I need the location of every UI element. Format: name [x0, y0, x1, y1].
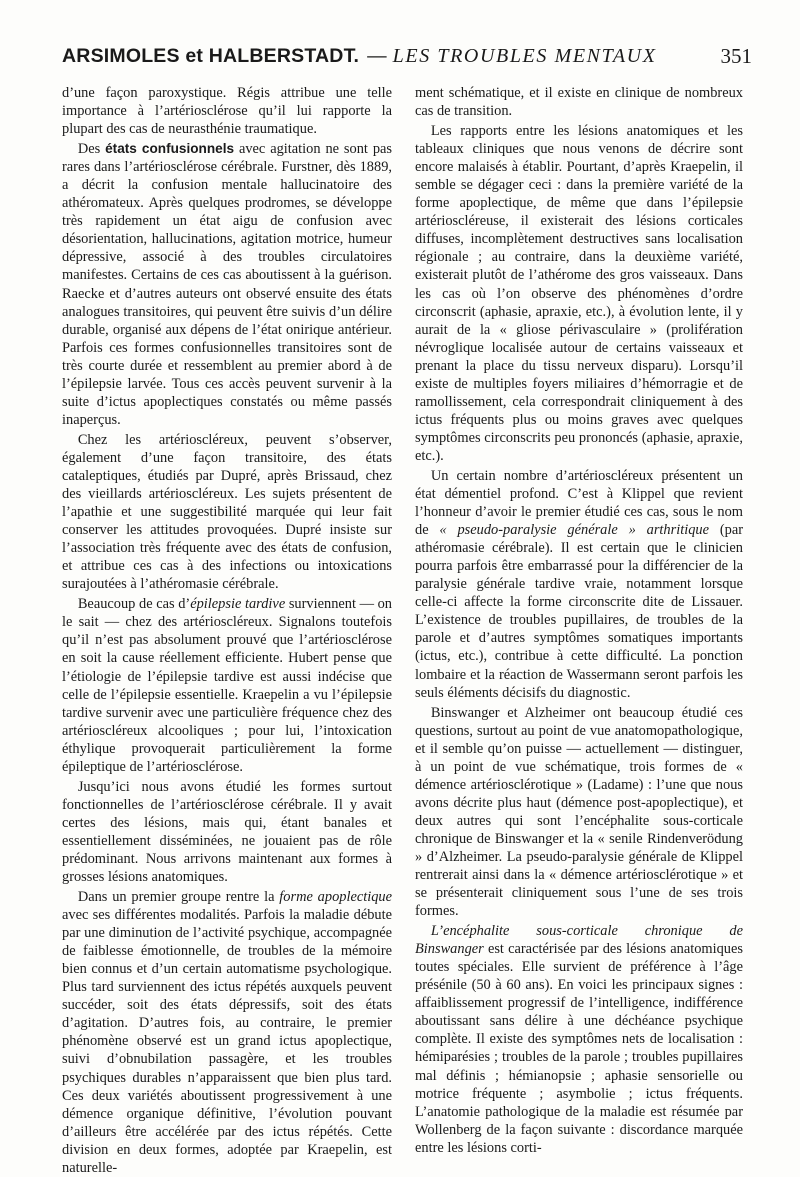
- left-paragraph-2: [62, 140, 392, 429]
- term-forme-apoplectique: forme apoplectique: [279, 889, 393, 906]
- term-epilepsie-tardive: épilepsie tardive: [190, 596, 286, 613]
- left-p6-body: avec ses différentes modalités. Parfois la maladie débute par une diminution de l’activité psychique, accompagnée de faiblesse émotionnelle, de troubles de la mémoire bien connus et d’un certain automatisme psychologique. Plus tard surviennent des ictus répétés auxquels peuvent succéder, soit des états dépressifs, soit des états d’agitation. D’autres fois, au contraire, le premier phénomène observé est un grand ictus apoplectique, suivi d’obnubilation passagère, et les troubles psychiques durables n’apparaissent que bien plus tard. Ces deux variétés aboutissent progressivement à une démence organique définitive, l’évolution pouvant d’ailleurs être accélérée par des ictus répétés. Cette division en deux formes, adoptée par Kraepelin, est naturelle-: [62, 907, 392, 1176]
- right-p5-body: est caractérisée par des lésions anatomiques toutes spéciales. Elle survient de préférence à l’âge présénile (50 à 60 ans). En voici les principaux signes : affaiblissement progressif de l’intelligence, indifférence aboutissant sans délire à une déchéance psychique complète. Il existe des symptômes nets de localisation : hémiparésies ; troubles de la parole ; troubles pupillaires mal définis ; hémianopsie ; aphasie sensorielle ou motrice fréquente ; asymbolie ; ictus fréquents. L’anatomie pathologique de la maladie est résumée par Wollenberg de la façon suivante : discordance marquée entre les lésions corti-: [415, 941, 743, 1156]
- left-paragraph-1: d’une façon paroxystique. Régis attribue une telle importance à l’artériosclérose qu’il lui rapporte la plupart des cas de neurasthénie traumatique.: [62, 85, 392, 138]
- left-paragraph-6: [62, 888, 392, 1177]
- left-p4-lead: Beaucoup de cas d’: [77, 596, 191, 613]
- right-paragraph-1: ment schématique, et il existe en clinique de nombreux cas de transition.: [415, 85, 743, 120]
- left-p4-body: surviennent — on le sait — chez des artérioscléreux. Signalons toutefois qu’il n’est pas absolument prouvé que l’artériosclérose en soit la cause réellement efficiente. Hubert pense que l’étiologie de l’épilepsie tardive est aussi indécise que celle de l’épilepsie essentielle. Kraepelin a vu l’épilepsie tardive survenir avec une particulière fréquence chez des artérioscléreux alcooliques ; pour lui, l’intoxication éthylique provoquerait particulièrement la forme épileptique de l’artériosclérose.: [62, 596, 392, 775]
- term-etats-confusionnels: états confusionnels: [105, 141, 235, 157]
- left-p2-body: avec agitation ne sont pas rares dans l’artériosclérose cérébrale. Furstner, dès 1889, a décrit la confusion mentale hallucinatoire des athéromateux. Après quelques prodromes, se développe très rapidement un état aigu de confusion avec désorientation, hallucinations, agitation motrice, humeur dépressive, associé à des troubles circulatoires manifestes. Certains de ces cas aboutissent à la guérison. Raecke et d’autres auteurs ont observé ensuite des états analogues transitoires, qui peuvent être suivis d’un délire durable, organisé aux dépens de l’état onirique antérieur. Parfois ces formes confusionnelles transitoires sont de très courte durée et ressemblent au premier abord à de l’épilepsie larvée. Tous ces accès peuvent survenir à la suite d’ictus apoplectiques constatés ou même passés inaperçus.: [62, 141, 392, 428]
- right-p3-body: (par athéromasie cérébrale). Il est certain que le clinicien pourra parfois être embarrassé pour la différencier de la paralysie générale tardive vraie, notamment lorsque celle-ci affecte la forme circonscrite dite de Lissauer. L’existence de troubles pupillaires, de troubles de la parole et d’autres symptômes somatiques importants (ictus, etc.), contribue à cette difficulté. La ponction lombaire et la réaction de Wassermann seront parfois les seuls éléments décisifs du diagnostic.: [415, 522, 744, 701]
- left-paragraph-5: Jusqu’ici nous avons étudié les formes surtout fonctionnelles de l’artériosclérose cérébrale. Il y avait certes des lésions, mais qui, étant banales et essentiellement disséminées, ne jouaient pas de rôle prédominant. Nous arrivons maintenant aux formes à grosses lésions anatomiques.: [62, 778, 392, 886]
- term-encephalite-binswanger: L’encéphalite sous-corticale chronique de Binswanger: [415, 923, 743, 958]
- left-column: [62, 84, 392, 1177]
- right-paragraph-4: Binswanger et Alzheimer ont beaucoup étudié ces questions, surtout au point de vue anatomopathologique, et il semble qu’on puisse — actuellement — distinguer, à un point de vue schématique, trois formes de « démence artériosclérotique » (Ladame) : l’une que nous avons décrite plus haut (démence post-apoplectique), et deux autres qui sont l’encéphalite sous-corticale chronique de Binswanger et la « senile Rindenverödung » d’Alzheimer. La pseudo-paralysie générale de Klippel rentrerait ainsi dans la « démence artériosclérotique » et se présenterait cliniquement sous l’une de ses trois formes.: [415, 704, 743, 920]
- header-title: LES TROUBLES MENTAUX: [392, 45, 657, 67]
- right-paragraph-2: Les rapports entre les lésions anatomiques et les tableaux cliniques que nous venons de décrire sont encore malaisés à établir. Pourtant, d’après Kraepelin, il semble se dégager ceci : dans la première variété de la forme apoplectique, de même que dans l’épilepsie artérioscléreuse, il existerait des lésions corticales diffuses, incomplètement destructives sans localisation régionale ; au contraire, dans la deuxième variété, existerait plutôt de l’athérome des gros vaisseaux. Dans les cas où l’on observe des phénomènes d’ordre circonscrit (aphasie, apraxie, etc.), à évolution lente, il y aurait de la « gliose périvasculaire » (prolifération névroglique localisée autour de certains vaisseaux et prenant la place du tissu nerveux disparu). Lorsqu’il existe de multiples foyers miliaires d’hémorragie et de ramollissement, cela correspondrait cliniquement à des ictus fréquents plus ou moins graves avec quelques symptômes circonscrits peu prononcés (aphasie, apraxie, etc.).: [415, 123, 743, 464]
- right-p3-lead: Un certain nombre d’artérioscléreux présentent un état démentiel profond. C’est à Klippel que revient l’honneur d’avoir le premier étudié ces cas, sous le nom de: [415, 467, 743, 539]
- left-paragraph-4: [62, 595, 392, 775]
- right-column: [415, 84, 743, 1157]
- term-pseudo-paralysie: « pseudo-paralysie générale » arthritique: [439, 522, 709, 539]
- right-paragraph-3: [415, 467, 743, 702]
- page-number: 351: [720, 44, 752, 68]
- right-paragraph-5: [415, 922, 743, 1157]
- header-authors: ARSIMOLES et HALBERSTADT.: [62, 45, 360, 67]
- header-dash: —: [367, 45, 387, 67]
- running-header: [62, 42, 752, 70]
- left-paragraph-3: Chez les artérioscléreux, peuvent s’observer, également d’une façon transitoire, des états cataleptiques, étudiés par Dupré, après Brissaud, chez des vieillards artérioscléreux. Les sujets présentent de l’apathie et une suggestibilité marquée qui leur fait conserver les attitudes provoquées. Dupré insiste sur l’association très fréquente avec des états de confusion, et attribue ces cas à des infections ou intoxications surajoutées à l’athéromasie cérébrale.: [62, 431, 392, 593]
- left-p2-lead: Des: [77, 141, 106, 158]
- left-p6-lead: Dans un premier groupe rentre la: [77, 889, 280, 906]
